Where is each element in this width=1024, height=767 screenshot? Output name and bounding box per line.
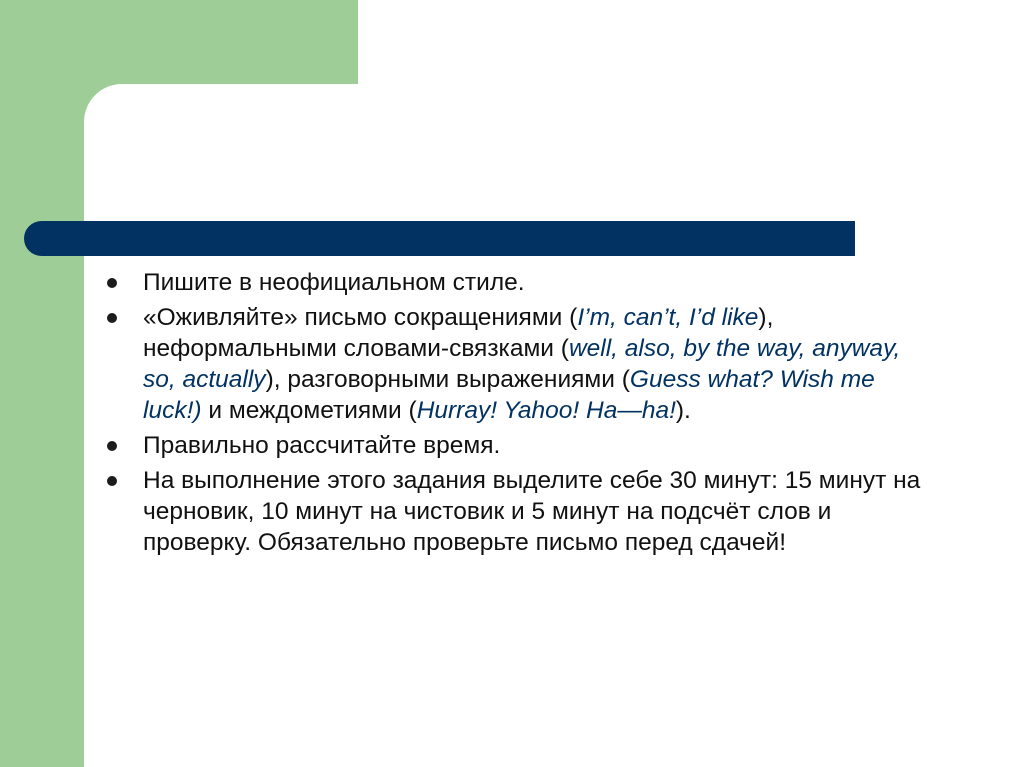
bullet-text-segment: и междометиями (: [201, 397, 417, 424]
bullet-text: На выполнение этого задания выделите себе 30 минут: 15 минут на черновик, 10 минут на чистовик и 5 минут на подсчёт слов и проверку. Обязательно проверьте письмо перед сдачей!: [143, 467, 921, 556]
bullet-item-time: [104, 430, 934, 461]
contractions-examples: I’m, can’t, I’d like: [577, 304, 759, 331]
bullet-item-liven-letter: [104, 302, 934, 426]
linking-words-examples: well, also, by the way, anyway, so, actually: [143, 335, 901, 393]
bullet-dot-icon: [107, 441, 117, 451]
slide-content: [104, 267, 934, 562]
bullet-text-segment: ), разговорными выражениями (: [265, 366, 630, 393]
bullet-dot-icon: [107, 313, 117, 323]
bullet-text-segment: ), неформальными словами-связками (: [143, 304, 774, 362]
bullet-text: Пишите в неофициальном стиле.: [143, 269, 525, 296]
bullet-text-segment: «Оживляйте» письмо сокращениями (: [143, 304, 578, 331]
colloquial-expressions-examples: Guess what? Wish me luck!): [143, 366, 875, 424]
title-bar: [24, 221, 855, 256]
bullet-dot-icon: [107, 278, 117, 288]
bullet-dot-icon: [107, 476, 117, 486]
bullet-text: Правильно рассчитайте время.: [143, 432, 501, 459]
bullet-text-segment: ).: [675, 397, 691, 424]
bullet-item-timing-plan: [104, 465, 934, 558]
interjections-examples: Hurray! Yahoo! Ha—ha!: [416, 397, 676, 424]
bullet-list: [104, 267, 934, 558]
bullet-item-style: [104, 267, 934, 298]
